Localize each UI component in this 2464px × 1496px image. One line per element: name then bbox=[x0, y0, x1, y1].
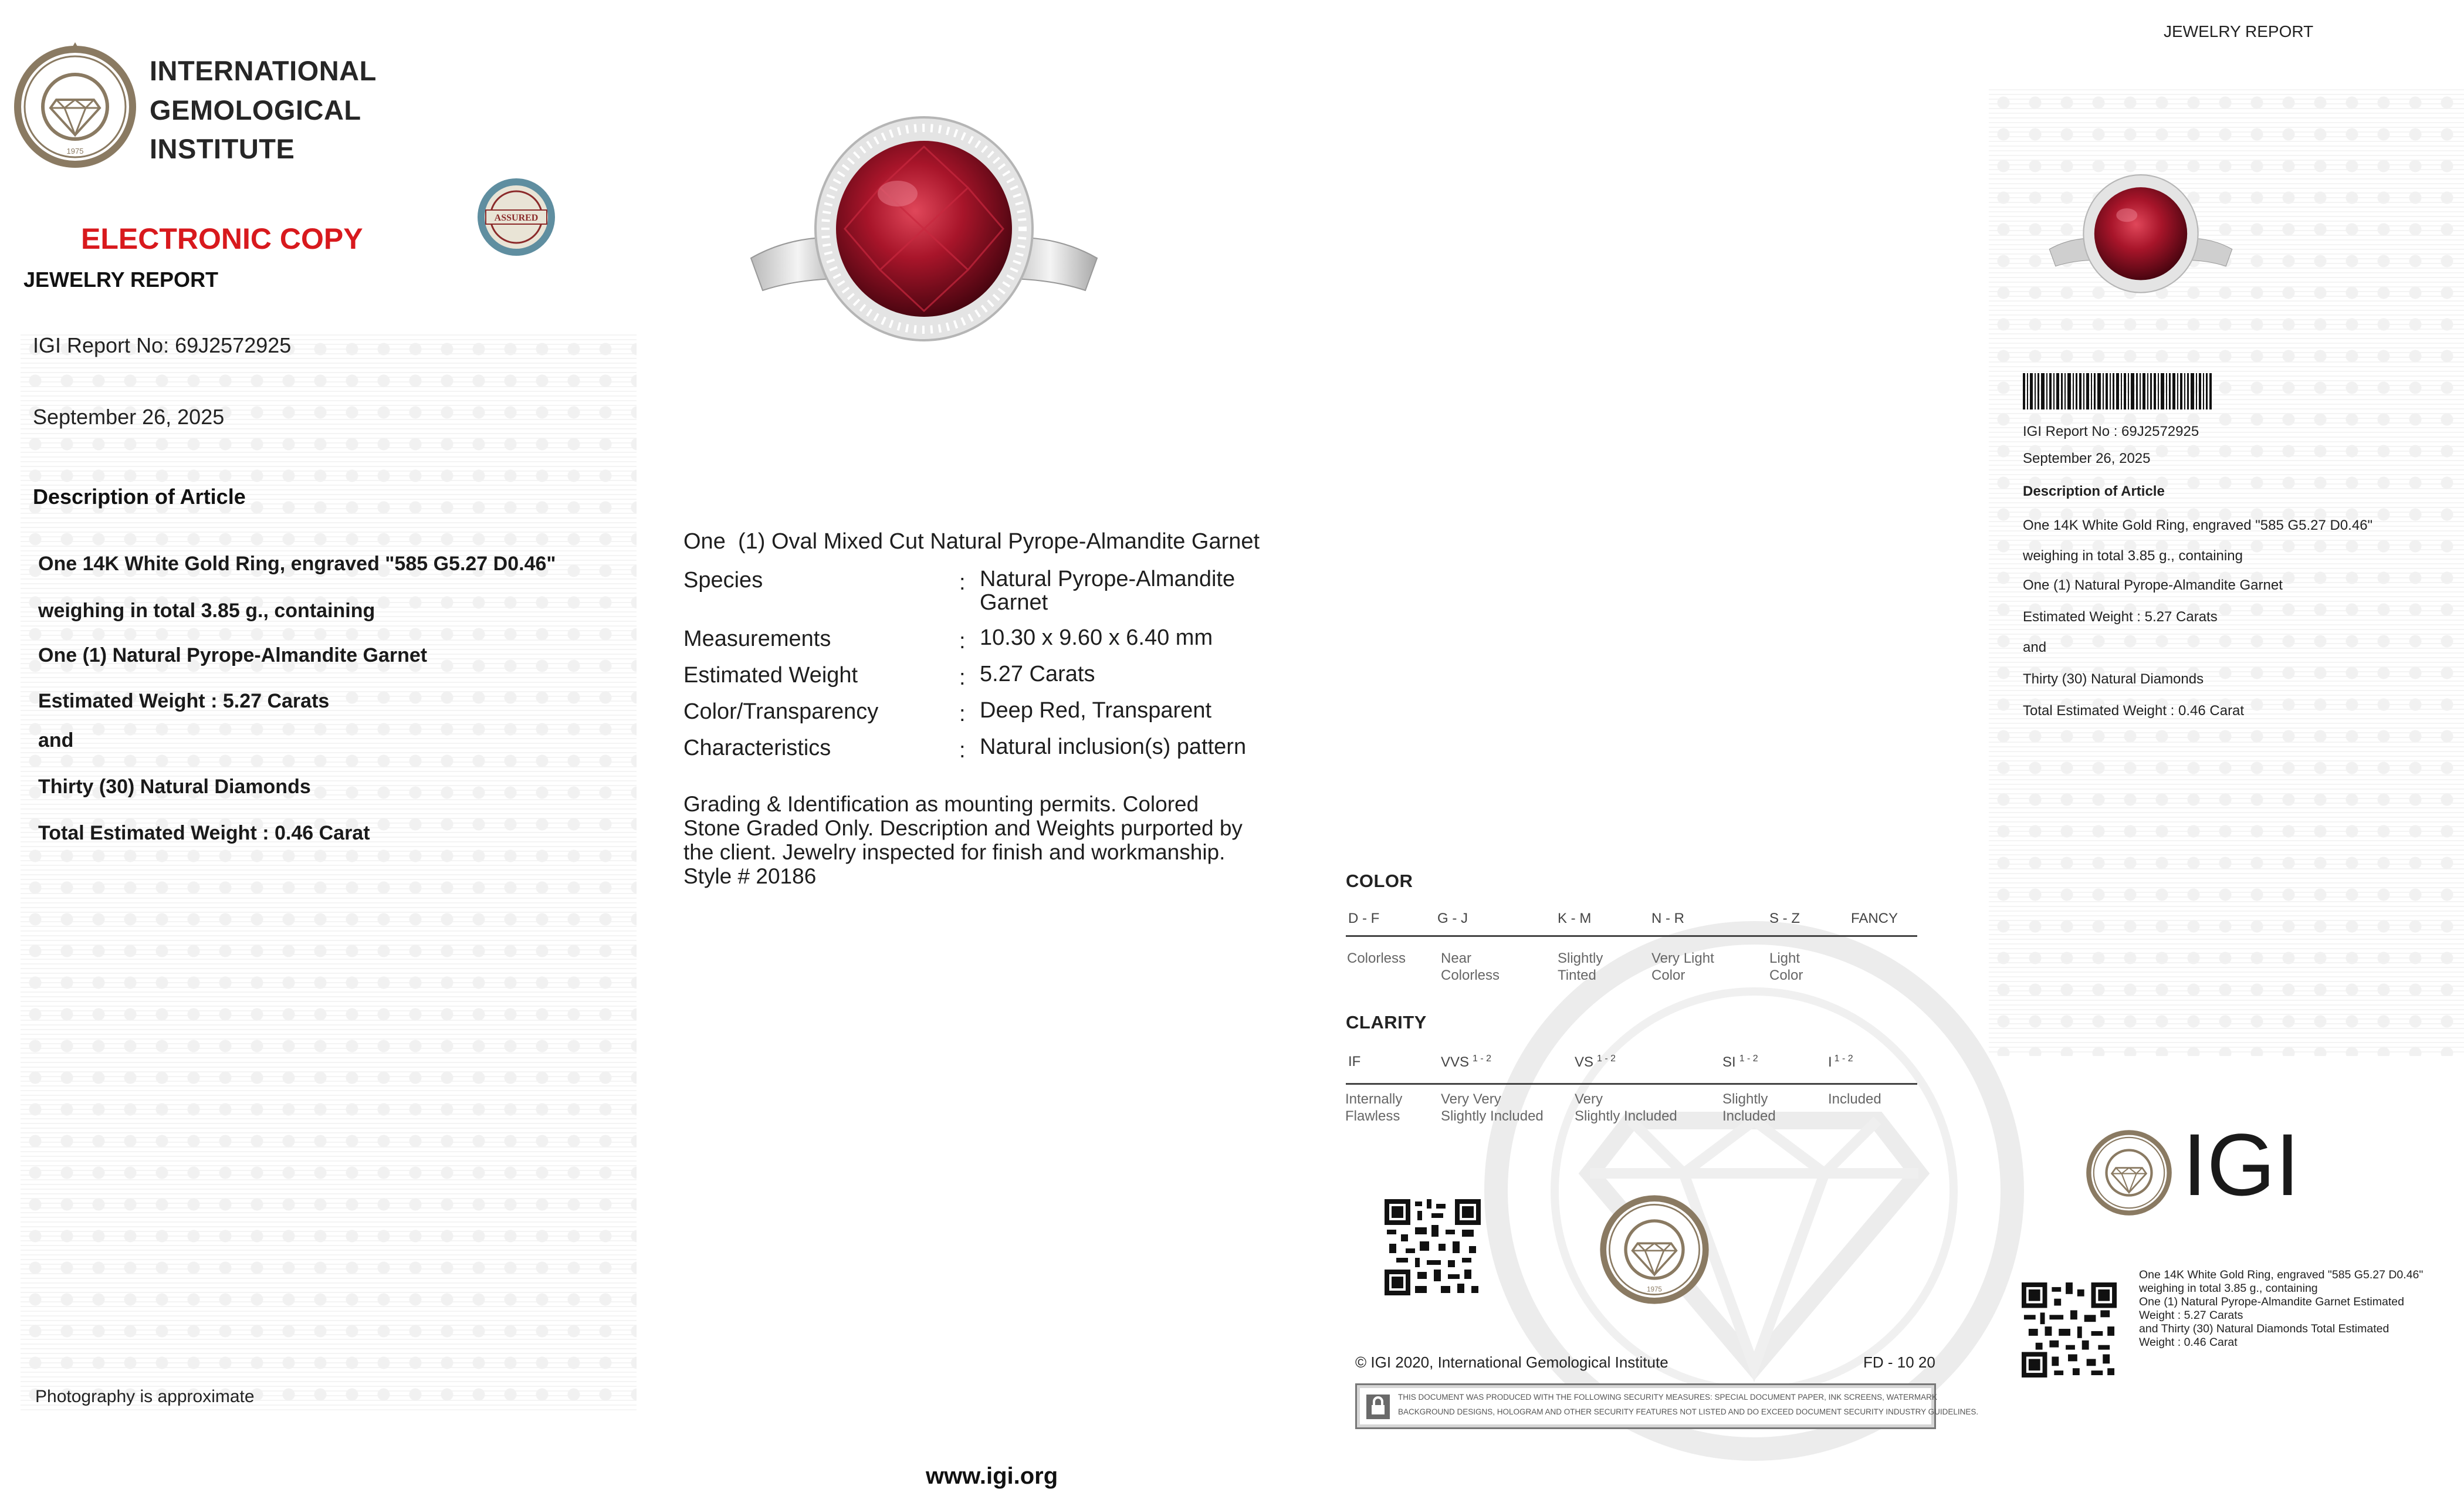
svg-text:1975: 1975 bbox=[66, 147, 84, 155]
side-desc-line: and bbox=[2023, 639, 2047, 655]
description-title: Description of Article bbox=[33, 485, 246, 509]
side-summary bbox=[2023, 0, 2445, 733]
description-line: weighing in total 3.85 g., containing bbox=[38, 600, 375, 622]
side-qr-line: One 14K White Gold Ring, engraved "585 G5.27 D0.46" bbox=[2139, 1268, 2424, 1281]
comments bbox=[683, 792, 1243, 888]
side-qr-line: Weight : 5.27 Carats bbox=[2139, 1309, 2243, 1322]
form-code: FD - 10 20 bbox=[1863, 1353, 1935, 1371]
side-desc-title: Description of Article bbox=[2023, 483, 2165, 499]
igi-seal-center bbox=[1597, 1192, 1712, 1307]
detail-value: Natural inclusion(s) pattern bbox=[980, 735, 1247, 759]
clarity-grade: IF bbox=[1348, 1054, 1361, 1069]
comment-line: Style # 20186 bbox=[683, 864, 817, 888]
security-line: THIS DOCUMENT WAS PRODUCED WITH THE FOLLOWING SECURITY MEASURES: SPECIAL DOCUMENT PAPER, INK SCREENS, WATERMARK bbox=[1398, 1393, 1937, 1402]
description-line: Estimated Weight : 5.27 Carats bbox=[38, 690, 330, 712]
clarity-scale-rule bbox=[1346, 1083, 1917, 1085]
color-grade: G - J bbox=[1437, 911, 1468, 926]
description-line: One 14K White Gold Ring, engraved "585 G5.27 D0.46" bbox=[38, 553, 556, 575]
side-report-no: IGI Report No : 69J2572925 bbox=[2023, 424, 2199, 439]
clarity-desc: Very Slightly Included bbox=[1575, 1091, 1677, 1124]
detail-label: Color/Transparency bbox=[683, 699, 879, 724]
side-qr-line: weighing in total 3.85 g., containing bbox=[2139, 1282, 2318, 1295]
side-qr-text bbox=[2139, 1268, 2423, 1349]
detail-value: 10.30 x 9.60 x 6.40 mm bbox=[980, 625, 1213, 650]
clarity-desc: Included bbox=[1828, 1091, 1881, 1107]
igi-wordmark: IGI bbox=[2182, 1115, 2300, 1214]
side-desc-line: One 14K White Gold Ring, engraved "585 G5.27 D0.46" bbox=[2023, 517, 2373, 533]
detail-colon: : bbox=[959, 738, 966, 763]
comment-line: the client. Jewelry inspected for finish and workmanship. bbox=[683, 840, 1226, 864]
side-qr-line: Weight : 0.46 Carat bbox=[2139, 1336, 2238, 1349]
clarity-scale-title: CLARITY bbox=[1346, 1012, 1427, 1033]
clarity-grade: VVS $^{1 - 2}$ bbox=[1441, 1054, 1492, 1070]
electronic-copy-label: ELECTRONIC COPY bbox=[81, 222, 363, 255]
detail-value: Natural Pyrope-Almandite Garnet bbox=[980, 567, 1236, 615]
clarity-desc: Slightly Included bbox=[1722, 1091, 1776, 1124]
description-line: Total Estimated Weight : 0.46 Carat bbox=[38, 822, 370, 844]
description-line: One (1) Natural Pyrope-Almandite Garnet bbox=[38, 644, 428, 666]
description-line: and bbox=[38, 729, 74, 752]
report-number: IGI Report No: 69J2572925 bbox=[33, 333, 292, 357]
color-grade: K - M bbox=[1558, 911, 1592, 926]
detail-colon: : bbox=[959, 702, 966, 726]
website-link[interactable]: www.igi.org bbox=[926, 1463, 1058, 1489]
svg-text:ASSURED: ASSURED bbox=[494, 213, 539, 223]
detail-label: Estimated Weight bbox=[683, 663, 858, 688]
lock-icon bbox=[1365, 1393, 1391, 1420]
comment-line: Stone Graded Only. Description and Weights purported by bbox=[683, 816, 1243, 840]
report-date: September 26, 2025 bbox=[33, 405, 225, 429]
igi-seal-side bbox=[2084, 1128, 2174, 1218]
description-list bbox=[38, 0, 625, 880]
side-desc-line: weighing in total 3.85 g., containing bbox=[2023, 548, 2243, 564]
clarity-grade: SI $^{1 - 2}$ bbox=[1722, 1054, 1758, 1070]
qr-code[interactable] bbox=[1385, 1199, 1481, 1295]
clarity-desc: Very Very Slightly Included bbox=[1441, 1091, 1544, 1124]
security-notice-box bbox=[1355, 1383, 1979, 1429]
detail-colon: : bbox=[959, 665, 966, 690]
color-scale-title: COLOR bbox=[1346, 871, 1413, 891]
top-right-label: JEWELRY REPORT bbox=[2164, 22, 2314, 40]
detail-label: Measurements bbox=[683, 627, 831, 651]
color-desc: Very Light Color bbox=[1651, 950, 1714, 983]
detail-value: 5.27 Carats bbox=[980, 662, 1095, 686]
detail-value: Deep Red, Transparent bbox=[980, 698, 1212, 723]
svg-text:1975: 1975 bbox=[1647, 1286, 1662, 1294]
comment-line: Grading & Identification as mounting permits. Colored bbox=[683, 792, 1199, 816]
description-line: Thirty (30) Natural Diamonds bbox=[38, 776, 311, 798]
stone-details-table bbox=[683, 0, 1329, 821]
color-desc: Colorless bbox=[1347, 950, 1406, 966]
side-desc-line: Thirty (30) Natural Diamonds bbox=[2023, 671, 2204, 687]
copyright: © IGI 2020, International Gemological Institute bbox=[1355, 1353, 1668, 1371]
clarity-grade: VS $^{1 - 2}$ bbox=[1575, 1054, 1616, 1070]
org-name-line2: GEMOLOGICAL bbox=[150, 94, 361, 126]
color-grade: N - R bbox=[1651, 911, 1684, 926]
color-grade: D - F bbox=[1348, 911, 1380, 926]
side-desc-line: Total Estimated Weight : 0.46 Carat bbox=[2023, 703, 2245, 719]
side-qr-code[interactable] bbox=[2022, 1282, 2117, 1377]
detail-row-species bbox=[683, 568, 1329, 621]
side-qr-line: One (1) Natural Pyrope-Almandite Garnet Estimated bbox=[2139, 1295, 2404, 1308]
side-date: September 26, 2025 bbox=[2023, 451, 2151, 466]
org-name-line1: INTERNATIONAL bbox=[150, 55, 377, 86]
security-line: BACKGROUND DESIGNS, HOLOGRAM AND OTHER SECURITY FEATURES NOT LISTED AND DO EXCEED DOCUMENT SECURITY INDUSTRY GUIDELINES. bbox=[1398, 1407, 1979, 1416]
org-name-line3: INSTITUTE bbox=[150, 133, 295, 165]
color-scale-rule bbox=[1346, 935, 1917, 937]
clarity-desc: Internally Flawless bbox=[1345, 1091, 1403, 1124]
color-grade: S - Z bbox=[1769, 911, 1800, 926]
side-desc-line: Estimated Weight : 5.27 Carats bbox=[2023, 609, 2218, 625]
report-type-title: JEWELRY REPORT bbox=[23, 268, 219, 292]
color-desc: Near Colorless bbox=[1441, 950, 1500, 983]
clarity-grade: I $^{1 - 2}$ bbox=[1828, 1054, 1853, 1070]
detail-label: Species bbox=[683, 568, 763, 593]
color-desc: Light Color bbox=[1769, 950, 1803, 983]
detail-label: Characteristics bbox=[683, 736, 831, 760]
color-grade: FANCY bbox=[1851, 911, 1898, 926]
photo-note: Photography is approximate bbox=[35, 1387, 255, 1406]
color-desc: Slightly Tinted bbox=[1558, 950, 1603, 983]
detail-colon: : bbox=[959, 570, 966, 595]
side-desc-line: One (1) Natural Pyrope-Almandite Garnet bbox=[2023, 577, 2283, 593]
side-qr-line: and Thirty (30) Natural Diamonds Total Estimated bbox=[2139, 1322, 2389, 1335]
detail-colon: : bbox=[959, 629, 966, 654]
stone-title: One (1) Oval Mixed Cut Natural Pyrope-Almandite Garnet bbox=[683, 529, 1260, 554]
